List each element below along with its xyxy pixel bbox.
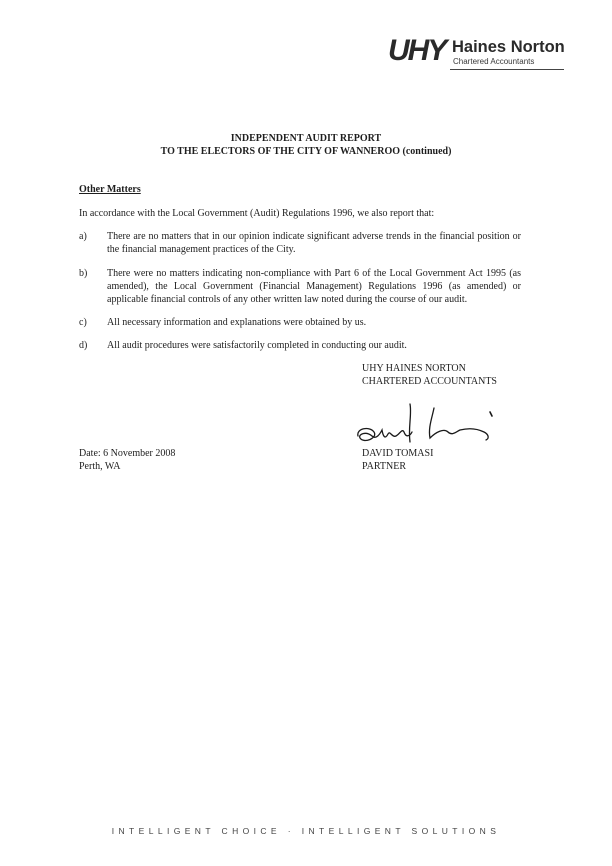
logo-subtitle: Chartered Accountants	[453, 57, 535, 66]
signature-image	[352, 398, 512, 450]
report-place: Perth, WA	[79, 461, 121, 472]
section-heading: Other Matters	[79, 184, 141, 195]
intro-paragraph: In accordance with the Local Government (Audit) Regulations 1996, we also report that:	[79, 208, 435, 219]
firm-designation: CHARTERED ACCOUNTANTS	[362, 376, 497, 387]
report-title-line-2: TO THE ELECTORS OF THE CITY OF WANNEROO (continued)	[160, 146, 452, 157]
firm-name: UHY HAINES NORTON	[362, 363, 466, 374]
report-title-line-1: INDEPENDENT AUDIT REPORT	[230, 133, 382, 144]
list-item-label: a)	[79, 231, 87, 242]
report-date: Date: 6 November 2008	[79, 448, 176, 459]
partner-name: DAVID TOMASI	[362, 448, 434, 459]
logo-rule	[450, 69, 564, 70]
list-item-label: d)	[79, 340, 88, 351]
list-item-label: b)	[79, 268, 88, 279]
logo-firm-name: Haines Norton	[452, 38, 565, 56]
partner-title: PARTNER	[362, 461, 407, 472]
list-item-label: c)	[79, 317, 87, 328]
uhy-logo	[388, 36, 566, 70]
logo-mark: UHY	[388, 34, 446, 67]
footer-tagline: INTELLIGENT CHOICE · INTELLIGENT SOLUTIONS	[111, 826, 501, 836]
list-item-text: All necessary information and explanations were obtained by us.	[107, 317, 367, 328]
list-item-text: There are no matters that in our opinion indicate significant adverse trends in the financial position or the financial management practices of the City.	[107, 231, 521, 255]
list-item-text: There were no matters indicating non-compliance with Part 6 of the Local Government Act 1995 (as amended), the Local Government (Financial Management) Regulations 1996 (as amended) or applicable financial controls of any other written law noted during the course of our audit.	[107, 268, 521, 305]
list-item-text: All audit procedures were satisfactorily completed in conducting our audit.	[107, 340, 407, 351]
